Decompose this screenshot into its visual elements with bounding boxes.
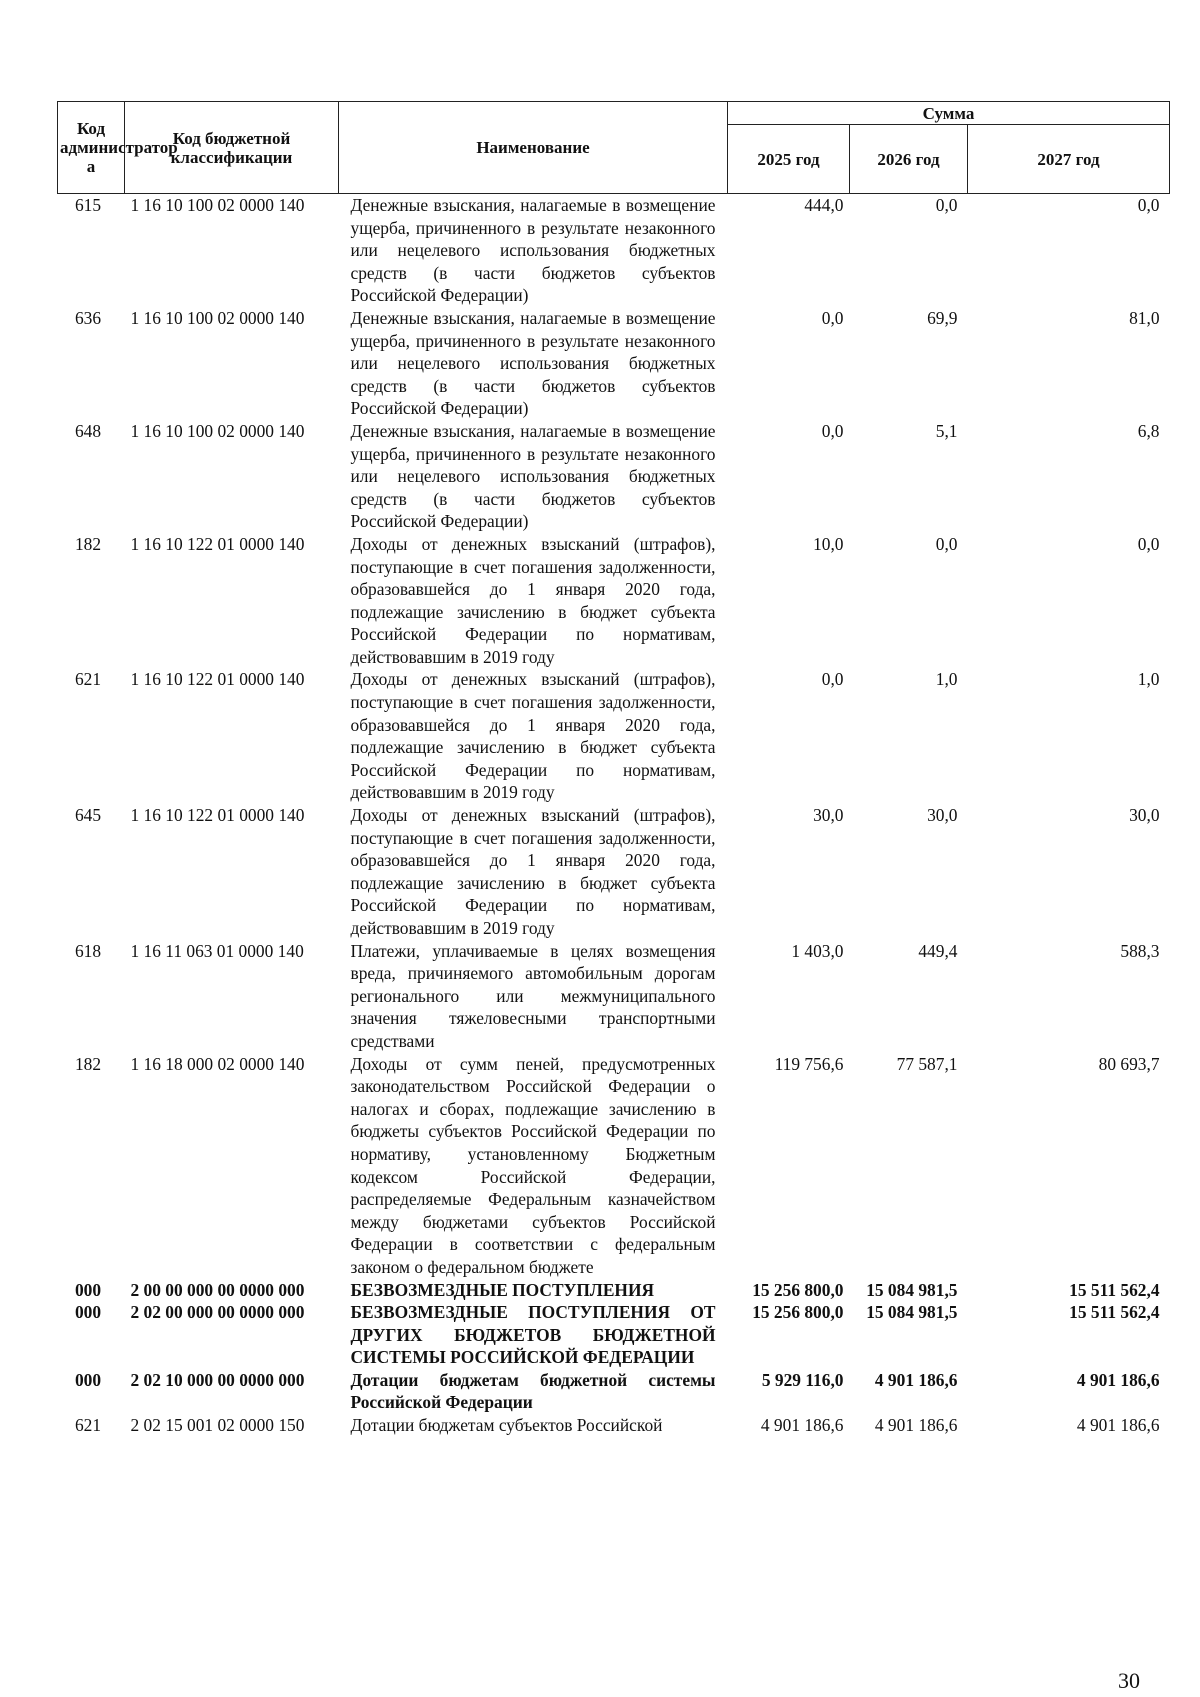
- administrator-code-cell: 000: [74, 1279, 102, 1300]
- sum-2027-cell: 15 511 562,4: [1069, 1302, 1160, 1323]
- table-row: [58, 307, 1170, 420]
- name-cell: Доходы от денежных взысканий (штрафов), поступающие в счет погашения задолженности, образовавшейся до 1 января 2020 года, подлежащие зачислению в бюджет субъекта Российской Федерации по нормативам, действовавшим в 2019 году: [350, 669, 716, 803]
- budget-table-page: [57, 101, 1169, 1437]
- sum-2026-cell: 69,9: [927, 307, 958, 328]
- header-year-2026: 2026 год: [850, 125, 968, 194]
- name-cell: Денежные взыскания, налагаемые в возмещение ущерба, причиненного в результате незаконного или нецелевого использования бюджетных средств (в части бюджетов субъектов Российской Федерации): [350, 307, 716, 419]
- table-body: [58, 194, 1170, 1437]
- administrator-code-cell: 621: [74, 1415, 102, 1436]
- name-cell: Денежные взыскания, налагаемые в возмещение ущерба, причиненного в результате незаконного или нецелевого использования бюджетных средств (в части бюджетов субъектов Российской Федерации): [350, 195, 716, 306]
- classification-code-cell: 2 00 00 000 00 0000 000: [130, 1279, 305, 1300]
- header-administrator-code: Код администратор а: [58, 102, 125, 194]
- name-cell: Дотации бюджетам бюджетной системы Российской Федерации: [350, 1369, 716, 1413]
- name-cell: Денежные взыскания, налагаемые в возмещение ущерба, причиненного в результате незаконного или нецелевого использования бюджетных средств (в части бюджетов субъектов Российской Федерации): [350, 420, 716, 532]
- header-sum: Сумма: [728, 102, 1170, 125]
- sum-2027-cell: 0,0: [1137, 533, 1160, 554]
- table-row: [58, 420, 1170, 533]
- sum-2025-cell: 4 901 186,6: [760, 1415, 844, 1436]
- name-cell: Доходы от денежных взысканий (штрафов), поступающие в счет погашения задолженности, образовавшейся до 1 января 2020 года, подлежащие зачислению в бюджет субъекта Российской Федерации по нормативам, действовавшим в 2019 году: [350, 533, 716, 667]
- sum-2025-cell: 444,0: [804, 195, 844, 215]
- header-name: Наименование: [339, 102, 728, 194]
- sum-2026-cell: 77 587,1: [896, 1053, 958, 1074]
- budget-revenue-table: [57, 101, 1170, 1437]
- sum-2026-cell: 30,0: [927, 805, 958, 826]
- sum-2026-cell: 4 901 186,6: [874, 1369, 958, 1390]
- sum-2027-cell: 4 901 186,6: [1076, 1369, 1160, 1390]
- sum-2027-cell: 588,3: [1120, 940, 1160, 961]
- administrator-code-cell: 615: [74, 195, 102, 215]
- sum-2025-cell: 119 756,6: [774, 1053, 844, 1074]
- administrator-code-cell: 645: [74, 805, 102, 826]
- name-cell: Доходы от денежных взысканий (штрафов), поступающие в счет погашения задолженности, образовавшейся до 1 января 2020 года, подлежащие зачислению в бюджет субъекта Российской Федерации по нормативам, действовавшим в 2019 году: [350, 805, 716, 938]
- sum-2025-cell: 0,0: [821, 420, 844, 441]
- classification-code-cell: 1 16 10 100 02 0000 140: [130, 307, 305, 328]
- classification-code-cell: 2 02 15 001 02 0000 150: [130, 1415, 305, 1436]
- sum-2027-cell: 0,0: [1137, 195, 1160, 215]
- sum-2025-cell: 1 403,0: [791, 940, 844, 961]
- header-year-2025: 2025 год: [728, 125, 850, 194]
- sum-2026-cell: 5,1: [935, 420, 958, 441]
- sum-2026-cell: 15 084 981,5: [866, 1302, 958, 1323]
- table-row: [58, 1414, 1170, 1437]
- administrator-code-cell: 636: [74, 307, 102, 328]
- administrator-code-cell: 648: [74, 420, 102, 441]
- table-row: [58, 1279, 1170, 1302]
- table-row: [58, 1053, 1170, 1279]
- administrator-code-cell: 621: [74, 669, 102, 690]
- name-cell: Платежи, уплачиваемые в целях возмещения вреда, причиняемого автомобильным дорогам регионального или межмуниципального значения тяжеловесными транспортными средствами: [350, 940, 716, 1051]
- sum-2026-cell: 0,0: [935, 533, 958, 554]
- name-cell: БЕЗВОЗМЕЗДНЫЕ ПОСТУПЛЕНИЯ: [350, 1279, 655, 1300]
- table-row: [58, 1369, 1170, 1414]
- sum-2025-cell: 5 929 116,0: [761, 1369, 844, 1390]
- sum-2025-cell: 30,0: [813, 805, 844, 826]
- page-number: 30: [1118, 1668, 1140, 1693]
- sum-2026-cell: 15 084 981,5: [866, 1279, 958, 1300]
- sum-2027-cell: 15 511 562,4: [1069, 1279, 1160, 1300]
- name-cell: Дотации бюджетам субъектов Российской: [350, 1415, 663, 1436]
- sum-2026-cell: 449,4: [918, 940, 958, 961]
- table-row: [58, 533, 1170, 669]
- sum-2027-cell: 6,8: [1137, 420, 1160, 441]
- sum-2025-cell: 10,0: [813, 533, 844, 554]
- sum-2026-cell: 4 901 186,6: [874, 1415, 958, 1436]
- header-budget-classification-code: Код бюджетной классификации: [125, 102, 339, 194]
- classification-code-cell: 1 16 18 000 02 0000 140: [130, 1053, 305, 1074]
- sum-2025-cell: 15 256 800,0: [752, 1279, 844, 1300]
- classification-code-cell: 1 16 10 100 02 0000 140: [130, 420, 305, 441]
- sum-2025-cell: 15 256 800,0: [752, 1302, 844, 1323]
- classification-code-cell: 2 02 10 000 00 0000 000: [130, 1369, 305, 1390]
- table-row: [58, 940, 1170, 1053]
- administrator-code-cell: 182: [74, 1053, 102, 1074]
- sum-2026-cell: 1,0: [935, 669, 958, 690]
- sum-2027-cell: 80 693,7: [1098, 1053, 1160, 1074]
- classification-code-cell: 1 16 10 122 01 0000 140: [130, 805, 305, 826]
- classification-code-cell: 1 16 11 063 01 0000 140: [130, 940, 304, 961]
- sum-2027-cell: 4 901 186,6: [1076, 1415, 1160, 1436]
- sum-2025-cell: 0,0: [821, 307, 844, 328]
- sum-2027-cell: 81,0: [1129, 307, 1160, 328]
- table-row: [58, 668, 1170, 804]
- sum-2027-cell: 30,0: [1129, 805, 1160, 826]
- table-row: [58, 804, 1170, 940]
- administrator-code-cell: 182: [74, 533, 102, 554]
- sum-2025-cell: 0,0: [821, 669, 844, 690]
- classification-code-cell: 1 16 10 122 01 0000 140: [130, 669, 305, 690]
- table-row: [58, 194, 1170, 307]
- classification-code-cell: 1 16 10 122 01 0000 140: [130, 533, 305, 554]
- name-cell: БЕЗВОЗМЕЗДНЫЕ ПОСТУПЛЕНИЯ ОТ ДРУГИХ БЮДЖЕТОВ БЮДЖЕТНОЙ СИСТЕМЫ РОССИЙСКОЙ ФЕДЕРАЦИИ: [350, 1302, 716, 1368]
- table-row: [58, 1301, 1170, 1369]
- administrator-code-cell: 618: [74, 940, 102, 961]
- sum-2026-cell: 0,0: [935, 195, 958, 215]
- classification-code-cell: 2 02 00 000 00 0000 000: [130, 1302, 305, 1323]
- administrator-code-cell: 000: [74, 1302, 102, 1323]
- header-year-2027: 2027 год: [968, 125, 1170, 194]
- sum-2027-cell: 1,0: [1137, 669, 1160, 690]
- administrator-code-cell: 000: [74, 1369, 102, 1390]
- classification-code-cell: 1 16 10 100 02 0000 140: [130, 195, 305, 215]
- name-cell: Доходы от сумм пеней, предусмотренных законодательством Российской Федерации о налогах и сборах, подлежащие зачислению в бюджеты субъектов Российской Федерации по нормативу, установленному Бюджетным кодексом Российской Федерации, распределяемые Федеральным казначейством между бюджетами субъектов Российской Федерации в соответствии с федеральным законом о федеральном бюджете: [350, 1053, 716, 1277]
